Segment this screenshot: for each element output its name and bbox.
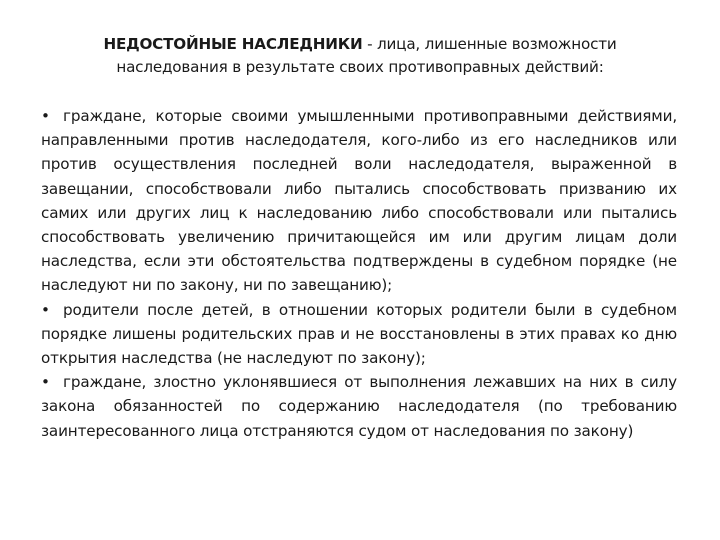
heading-definition: - лица, лишенные возможности наследования в результате своих противоправных действий:	[116, 35, 617, 76]
bullet-item-2	[41, 298, 677, 371]
bullet-text: родители после детей, в отношении которых родители были в судебном порядке лишены родительских прав и не восстановлены в этих правах ко дню открытия наследства (не наследуют по закону);	[41, 300, 677, 368]
bullet-item-1	[41, 104, 677, 298]
bullet-item-3	[41, 370, 677, 443]
bullet-marker: •	[41, 107, 50, 125]
bullet-text: граждане, которые своими умышленными противоправными действиями, направленными против наследодателя, кого-либо из его наследников или против осуществления последней воли наследодателя, выраженной в завещании, способствовали либо пытались способствовать призванию их самих или других лиц к наследованию либо способствовали или пытались способствовать увеличению причитающейся им или другим лицам доли наследства, если эти обстоятельства подтверждены в судебном порядке (не наследуют ни по закону, ни по завещанию);	[41, 107, 677, 295]
slide-heading	[60, 33, 660, 79]
bullet-list	[41, 104, 677, 443]
heading-term: НЕДОСТОЙНЫЕ НАСЛЕДНИКИ	[103, 35, 363, 53]
bullet-marker: •	[41, 373, 50, 392]
bullet-text: граждане, злостно уклонявшиеся от выполнения лежавших на них в силу закона обязанностей по содержанию наследодателя (по требованию заинтересованного лица отстраняются судом от наследования по закону)	[41, 373, 677, 440]
bullet-marker: •	[41, 300, 50, 319]
